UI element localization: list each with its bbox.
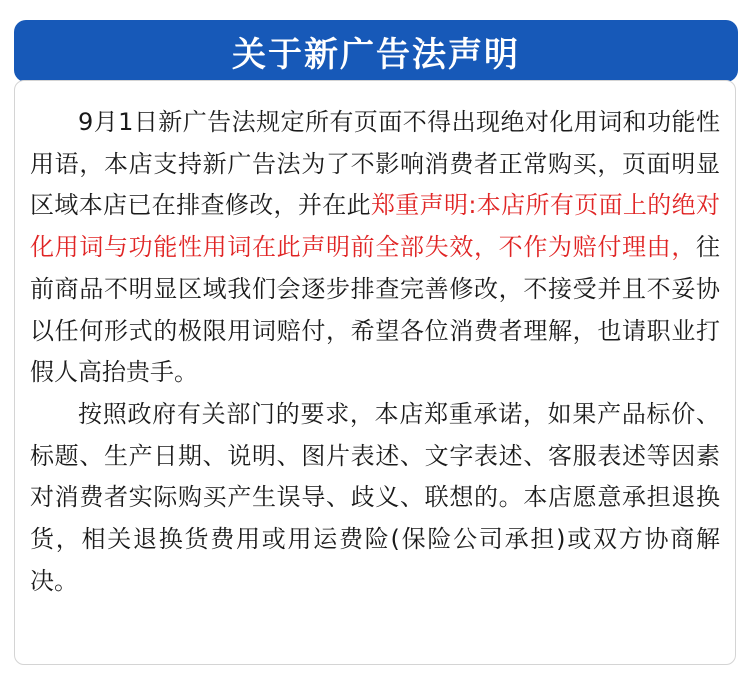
statement-paragraph-2: 按照政府有关部门的要求，本店郑重承诺，如果产品标价、标题、生产日期、说明、图片表述、文字表述、客服表述等因素对消费者实际购买产生误导、歧义、联想的。本店愿意承担退换货，相关退换货费用或用运费险(保险公司承担)或双方协商解决。: [30, 399, 720, 595]
header-banner: [14, 20, 738, 82]
paragraph-1-text-after: 往前商品不明显区域我们会逐步排查完善修改，不接受并且不妥协以任何形式的极限用词赔付，希望各位消费者理解，也请职业打假人高抬贵手。: [30, 233, 720, 387]
statement-paragraph-1: [30, 102, 720, 394]
page-title: 关于新广告法声明: [232, 34, 520, 75]
solemn-declaration-highlight: 郑重声明:本店所有页面上的绝对化用词与功能性用词在此声明前全部失效，不作为赔付理由，: [30, 191, 720, 262]
paragraph-1-text-before: 9月1日新广告法规定所有页面不得出现绝对化用词和功能性用语，本店支持新广告法为了不影响消费者正常购买，页面明显区域本店已在排查修改，并在此: [30, 108, 720, 220]
statement-content: [30, 102, 720, 602]
